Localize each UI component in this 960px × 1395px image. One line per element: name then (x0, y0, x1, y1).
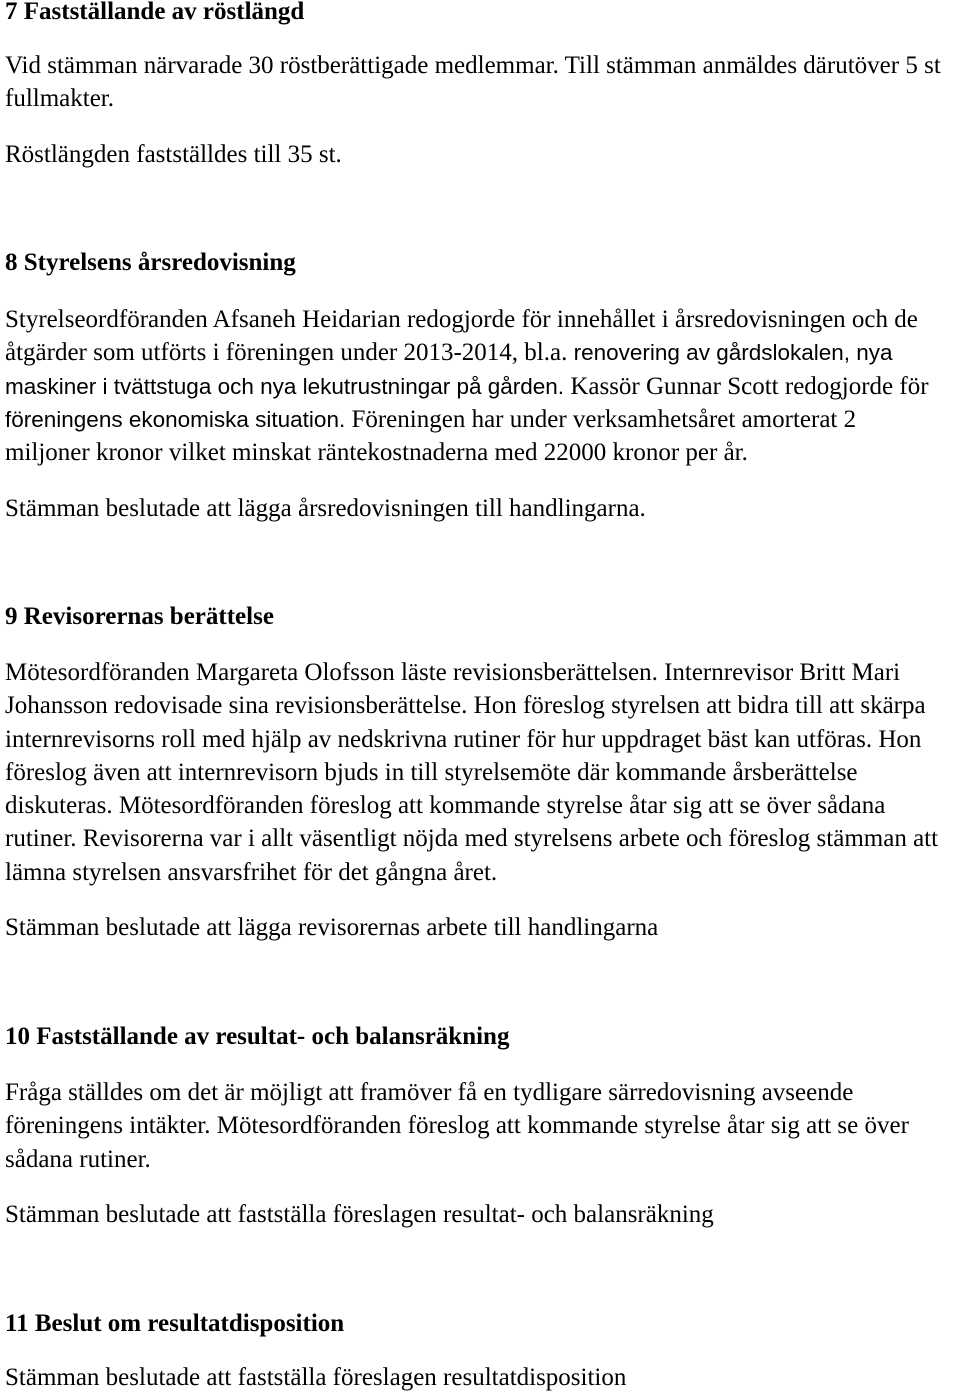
text-line: Vid stämman närvarade 30 röstberättigade medlemmar. Till stämman anmäldes därutöver 5 st (5, 52, 941, 79)
text-line: miljoner kronor vilket minskat räntekostnaderna med 22000 kronor per år. (5, 439, 748, 467)
text-segment: Föreningen har under verksamhetsåret amorterat 2 (351, 405, 857, 433)
paragraph (5, 1076, 909, 1176)
text-segment: maskiner i tvättstuga och nya lekutrustningar på gården. (5, 373, 565, 399)
text-line: föreslog även att internrevisorn bjuds in till styrelsemöte där kommande årsberättelse (5, 758, 858, 786)
section-heading: 10 Fastställande av resultat- och balansräkning (5, 1023, 510, 1050)
text-line: rutiner. Revisorerna var i allt väsentligt nöjda med styrelsens arbete och föreslog stämman att (5, 825, 939, 853)
text-line: sådana rutiner. (5, 1145, 151, 1173)
text-segment: föreningens ekonomiska situation. (5, 406, 346, 432)
text-segment: renovering av gårdslokalen, nya (573, 340, 893, 366)
text-line: Röstlängden fastställdes till 35 st. (5, 141, 342, 168)
text-line: lämna styrelsen ansvarsfrihet för det gångna året. (5, 858, 498, 886)
text-line: Fråga ställdes om det är möjligt att framöver få en tydligare särredovisning avseende (5, 1079, 854, 1106)
paragraph (5, 656, 938, 889)
text-line: Mötesordföranden Margareta Olofsson läste revisionsberättelsen. Internrevisor Britt Mari (5, 659, 901, 686)
text-line: Styrelseordföranden Afsaneh Heidarian redogjorde för innehållet i årsredovisningen och de (5, 306, 918, 333)
text-line: Johansson redovisade sina revisionsberättelse. Hon föreslog styrelsen att bidra till att skärpa (5, 692, 926, 720)
paragraph (5, 138, 342, 171)
text-line: diskuteras. Mötesordföranden föreslog att kommande styrelse åtar sig att se över sådana (5, 792, 886, 820)
paragraph (5, 492, 646, 525)
paragraph (5, 1198, 714, 1231)
text-line (5, 336, 929, 369)
text-line: Stämman beslutade att fastställa föreslagen resultatdisposition (5, 1364, 627, 1391)
text-line (5, 403, 929, 436)
paragraph (5, 303, 929, 469)
text-line: Stämman beslutade att lägga årsredovisningen till handlingarna. (5, 495, 646, 522)
paragraph (5, 1361, 626, 1394)
text-line: Stämman beslutade att fastställa föreslagen resultat- och balansräkning (5, 1201, 714, 1228)
section-heading: 7 Fastställande av röstlängd (5, 0, 305, 25)
text-line (5, 370, 929, 403)
paragraph (5, 911, 658, 944)
section-heading: 8 Styrelsens årsredovisning (5, 249, 296, 276)
text-line: fullmakter. (5, 85, 114, 113)
text-line: föreningens intäkter. Mötesordföranden föreslog att kommande styrelse åtar sig att se över (5, 1112, 909, 1140)
paragraph (5, 49, 941, 116)
text-segment: Kassör Gunnar Scott redogjorde för (570, 372, 929, 400)
text-line: internrevisorns roll med hjälp av nedskrivna rutiner för hur uppdraget bäst kan utföras. Hon (5, 725, 922, 753)
text-segment: åtgärder som utförts i föreningen under 2013-2014, bl.a. (5, 339, 568, 367)
section-heading: 11 Beslut om resultatdisposition (5, 1310, 345, 1337)
section-heading: 9 Revisorernas berättelse (5, 603, 274, 630)
text-line: Stämman beslutade att lägga revisorernas arbete till handlingarna (5, 914, 659, 941)
